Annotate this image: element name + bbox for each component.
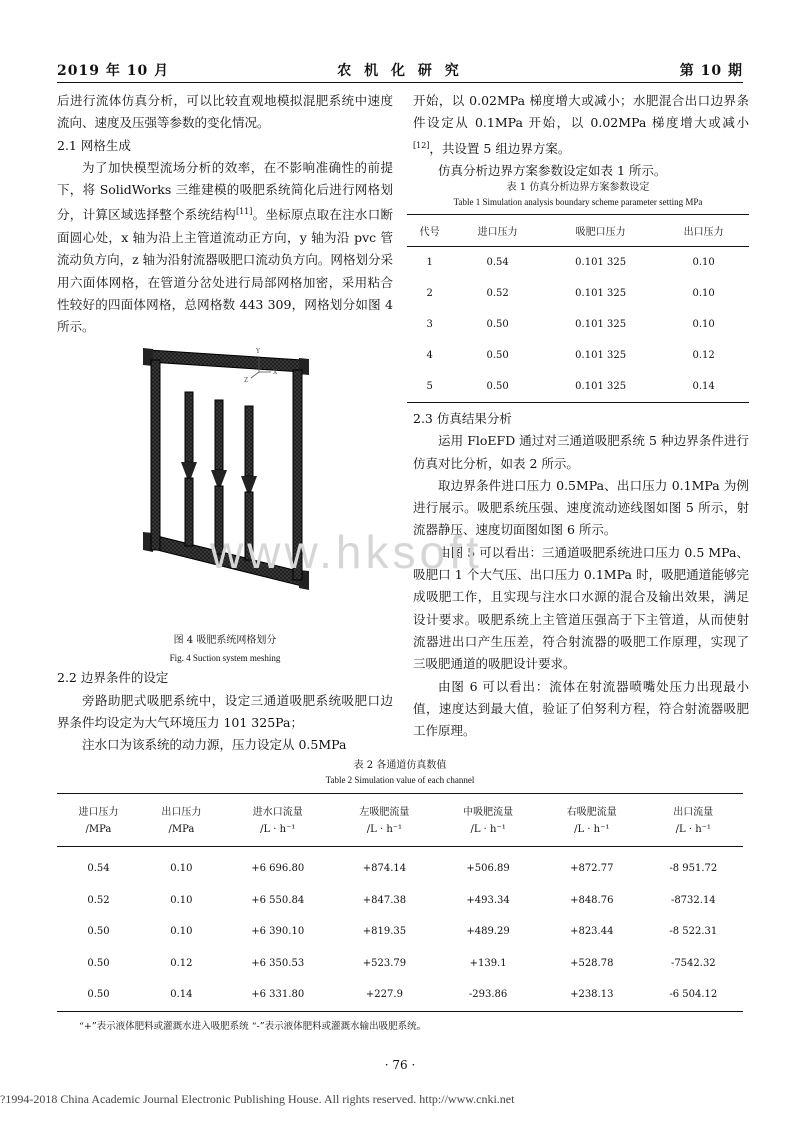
table1-header: 出口压力 — [658, 215, 749, 247]
table1-header-row — [407, 215, 749, 247]
table2-header: 出口压力 /MPa — [140, 794, 223, 847]
section-2-1-title: 2.1 网格生成 — [57, 137, 131, 153]
table-2 — [57, 758, 743, 1032]
table2-header: 中吸肥流量 /L · h⁻¹ — [436, 794, 540, 847]
continued-paragraph: 开始，以 0.02MPa 梯度增大或减小；水肥混合出口边界条件设定从 0.1MPa 开始，以 0.02MPa 梯度增大或减小[12]，共设置 5 组边界方案。 — [413, 93, 749, 156]
fig4-caption: 图 4 吸肥系统网格划分 — [173, 635, 277, 647]
table2-header: 进口压力 /MPa — [57, 794, 140, 847]
table-1 — [407, 180, 749, 403]
page-number: · 76 · — [384, 1058, 416, 1072]
section-2-3-p1: 运用 FloEFD 通过对三通道吸肥系统 5 种边界条件进行仿真对比分析，如表 2 所示。 — [413, 433, 749, 471]
fig4-caption-en: Fig. 4 Suction system meshing — [169, 653, 281, 664]
axis-x-label: X — [273, 369, 278, 377]
figure-4 — [57, 342, 393, 637]
channel-left — [181, 392, 197, 546]
table1-header: 吸肥口压力 — [543, 215, 658, 247]
table2-caption-en: Table 2 Simulation value of each channel — [325, 775, 475, 785]
left-column — [57, 90, 393, 757]
right-column — [413, 90, 749, 182]
table1-header: 代号 — [407, 215, 452, 247]
section-2-2-p1: 旁路助肥式吸肥系统中，设定三通道吸肥系统吸肥口边界条件均设定为大气环境压力 101 325Pa； — [57, 692, 393, 731]
header-issue: 第 10 期 — [679, 63, 743, 79]
section-2-3-p3: 由图 5 可以看出：三通道吸肥系统进口压力 0.5 MPa、吸肥口 1 个大气压、出口压力 0.1MPa 时，吸肥通道能够完成吸肥工作，且实现与注水口水源的混合及输出效果，满足设计要求。吸肥系统上主管道压强高于下主管道，从而使射流器进出口产生压差，符合射流器的吸肥工作原理，实现了三吸肥通道的吸肥设计要求。 — [413, 544, 749, 672]
table1-caption-en: Table 1 Simulation analysis boundary scheme parameter setting MPa — [453, 197, 703, 207]
table-row: 1 0.54 0.101 325 0.10 — [426, 257, 715, 268]
watermark: www.hksoft — [210, 526, 483, 578]
table-row: 0.54 0.10 +6 696.80 +874.14 +506.89 +872.77 -8 951.72 — [87, 863, 718, 875]
table1-caption: 表 1 仿真分析边界方案参数设定 — [506, 182, 650, 193]
table2-header-row — [57, 794, 743, 847]
left-inlet-pipe — [151, 360, 160, 550]
table-row: 4 0.50 0.101 325 0.12 — [426, 350, 715, 361]
section-2-3-p4: 由图 6 可以看出：流体在射流器喷嘴处压力出现最小值，速度达到最大值，验证了伯努利方程，符合射流器吸肥工作原理。 — [413, 678, 749, 739]
table1-grid — [407, 214, 749, 403]
table2-header: 左吸肥流量 /L · h⁻¹ — [333, 794, 437, 847]
table-row: 3 0.50 0.101 325 0.10 — [426, 319, 715, 330]
journal-name: 农 机 化 研 究 — [337, 63, 463, 79]
section-2-3-title: 2.3 仿真结果分析 — [413, 411, 512, 426]
section-2-3-p2: 取边界条件进口压力 0.5MPa、出口压力 0.1MPa 为例进行展示。吸肥系统压强、速度流动迹线图如图 5 所示，射流器静压、速度切面图如图 6 所示。 — [413, 477, 749, 538]
upper-main-pipe — [149, 350, 302, 372]
mesh-figure — [57, 342, 393, 637]
table-row: 2 0.52 0.101 325 0.10 — [426, 288, 715, 299]
header-rule — [57, 82, 743, 83]
table-row: 0.50 0.12 +6 350.53 +523.79 +139.1 +528.78 -7542.32 — [87, 957, 716, 969]
table2-note: “+”表示液体肥料或灌溉水进入吸肥系统 “-”表示液体肥料或灌溉水输出吸肥系统。 — [79, 1020, 427, 1032]
table2-header: 进水口流量 /L · h⁻¹ — [223, 794, 333, 847]
section-2-2-title: 2.2 边界条件的设定 — [57, 670, 169, 686]
table-row: 0.50 0.14 +6 331.80 +227.9 -293.86 +238.13 -6 504.12 — [57, 979, 743, 1011]
axis-y-label: Y — [256, 348, 260, 356]
table1-header: 进口压力 — [452, 215, 543, 247]
table-row: 5 0.50 0.101 325 0.14 — [407, 371, 749, 403]
table1-intro: 仿真分析边界方案参数设定如表 1 所示。 — [438, 163, 667, 179]
table-row: 0.52 0.10 +6 550.84 +847.38 +493.34 +848.76 -8732.14 — [87, 894, 716, 906]
table2-header: 右吸肥流量 /L · h⁻¹ — [540, 794, 644, 847]
table2-header: 出口流量 /L · h⁻¹ — [644, 794, 743, 847]
section-2-1-text: 为了加快模型流场分析的效率，在不影响准确性的前提下，将 SolidWorks 三维建模的吸肥系统简化后进行网格划分，计算区域选择整个系统结构[11]。坐标原点取在注水口断面圆心处，x 轴为沿上主管道流动正方向，y 轴为沿 pvc 管流动负方向，z 轴为沿射流器吸肥口流动负方向。网格划分采用六面体网格，在管道分岔处进行局部网格加密，采用粘合性较好的四面体网格，总网格数 443 309，网格划分如图 4 所示。 — [57, 159, 393, 335]
header-date: 2019 年 10 月 — [57, 63, 170, 79]
ref-11: [11] — [235, 207, 253, 217]
table2-grid — [57, 793, 743, 1012]
section-2-2-p2: 注水口为该系统的动力源，压力设定从 0.5MPa — [82, 737, 347, 753]
table2-caption: 表 2 各通道仿真数值 — [353, 760, 447, 771]
ref-12: [12] — [413, 140, 430, 150]
axis-z-label: Z — [244, 377, 249, 385]
table-row: 0.50 0.10 +6 390.10 +819.35 +489.29 +823.44 -8 522.31 — [87, 926, 718, 938]
cnki-footer: ?1994-2018 China Academic Journal Electronic Publishing House. All rights reserved. http://www.cnki.net — [0, 1092, 515, 1106]
intro-paragraph: 后进行流体仿真分析，可以比较直观地模拟混肥系统中速度流向、速度及压强等参数的变化情况。 — [57, 93, 393, 131]
